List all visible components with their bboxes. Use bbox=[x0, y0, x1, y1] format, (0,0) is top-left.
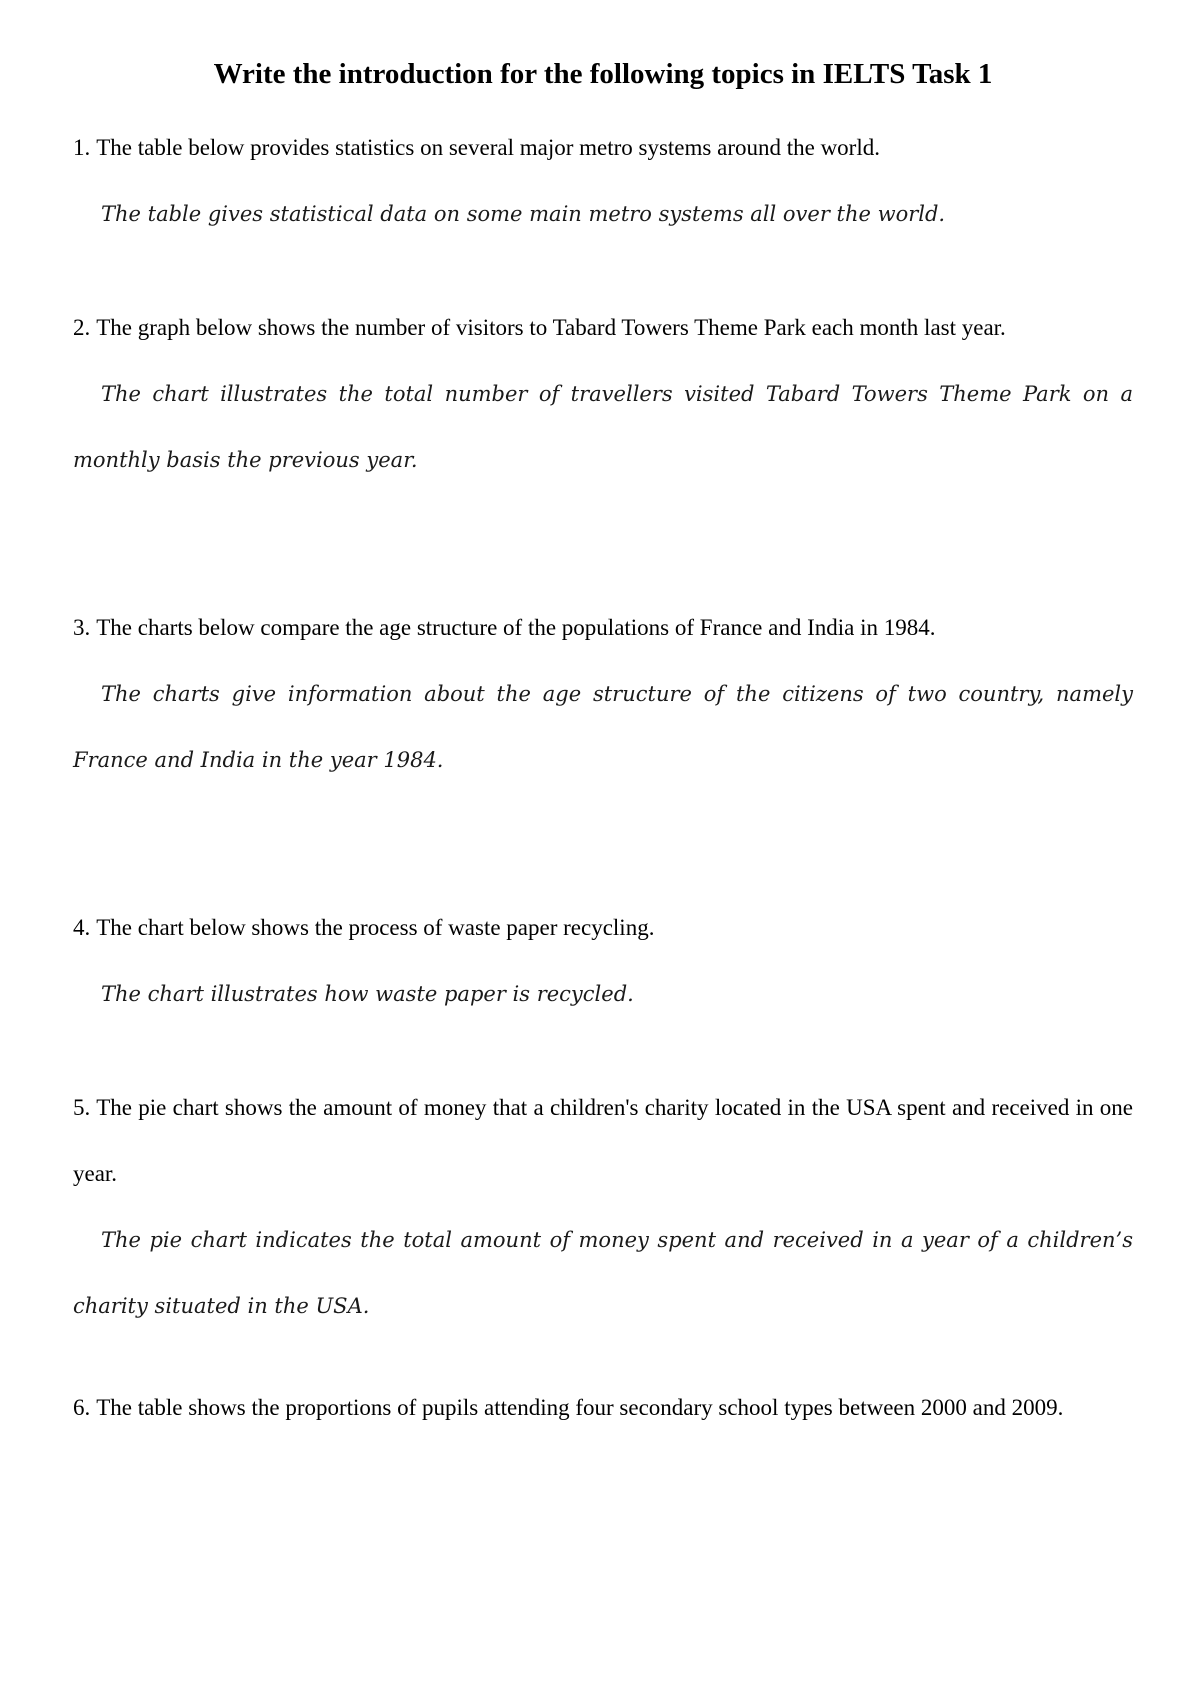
topic-answer: The pie chart indicates the total amount of money spent and received in a year of a children’s charity situated in the USA. bbox=[73, 1228, 1133, 1318]
topic-number: 5. bbox=[73, 1095, 91, 1120]
topic-answer: The chart illustrates the total number of travellers visited Tabard Towers Theme Park on a monthly basis the previous year. bbox=[73, 382, 1133, 472]
topic-4 bbox=[73, 895, 1133, 1027]
topic-prompt bbox=[73, 595, 1133, 661]
page-title: Write the introduction for the following topics in IELTS Task 1 bbox=[213, 58, 993, 90]
topic-answer: The charts give information about the age structure of the citizens of two country, namely France and India in the year 1984. bbox=[73, 682, 1133, 772]
document-page bbox=[73, 0, 1133, 1696]
topic-prompt bbox=[73, 295, 1133, 361]
topic-3 bbox=[73, 595, 1133, 793]
topic-2 bbox=[73, 295, 1133, 493]
topic-prompt bbox=[73, 1375, 1133, 1441]
topic-number: 3. bbox=[73, 615, 91, 640]
topic-prompt-text: The table shows the proportions of pupils attending four secondary school types between 2000 and 2009. bbox=[96, 1395, 1064, 1420]
topic-prompt-text: The chart below shows the process of waste paper recycling. bbox=[96, 915, 655, 940]
topic-6 bbox=[73, 1375, 1133, 1441]
topic-number: 1. bbox=[73, 135, 91, 160]
topic-prompt-text: The graph below shows the number of visitors to Tabard Towers Theme Park each month last year. bbox=[96, 315, 1006, 340]
topic-prompt bbox=[73, 115, 1133, 181]
topic-prompt bbox=[73, 1075, 1133, 1207]
topic-number: 6. bbox=[73, 1395, 91, 1420]
topic-answer: The chart illustrates how waste paper is recycled. bbox=[101, 982, 634, 1006]
topic-prompt bbox=[73, 895, 1133, 961]
topic-number: 4. bbox=[73, 915, 91, 940]
topic-prompt-text: The charts below compare the age structure of the populations of France and India in 1984. bbox=[96, 615, 936, 640]
topic-answer: The table gives statistical data on some main metro systems all over the world. bbox=[101, 202, 946, 226]
topic-5 bbox=[73, 1075, 1133, 1339]
topic-prompt-text: The table below provides statistics on several major metro systems around the world. bbox=[96, 135, 880, 160]
topic-1 bbox=[73, 115, 1133, 247]
topic-prompt-text: The pie chart shows the amount of money that a children's charity located in the USA spent and received in one year. bbox=[73, 1095, 1133, 1186]
topic-number: 2. bbox=[73, 315, 91, 340]
